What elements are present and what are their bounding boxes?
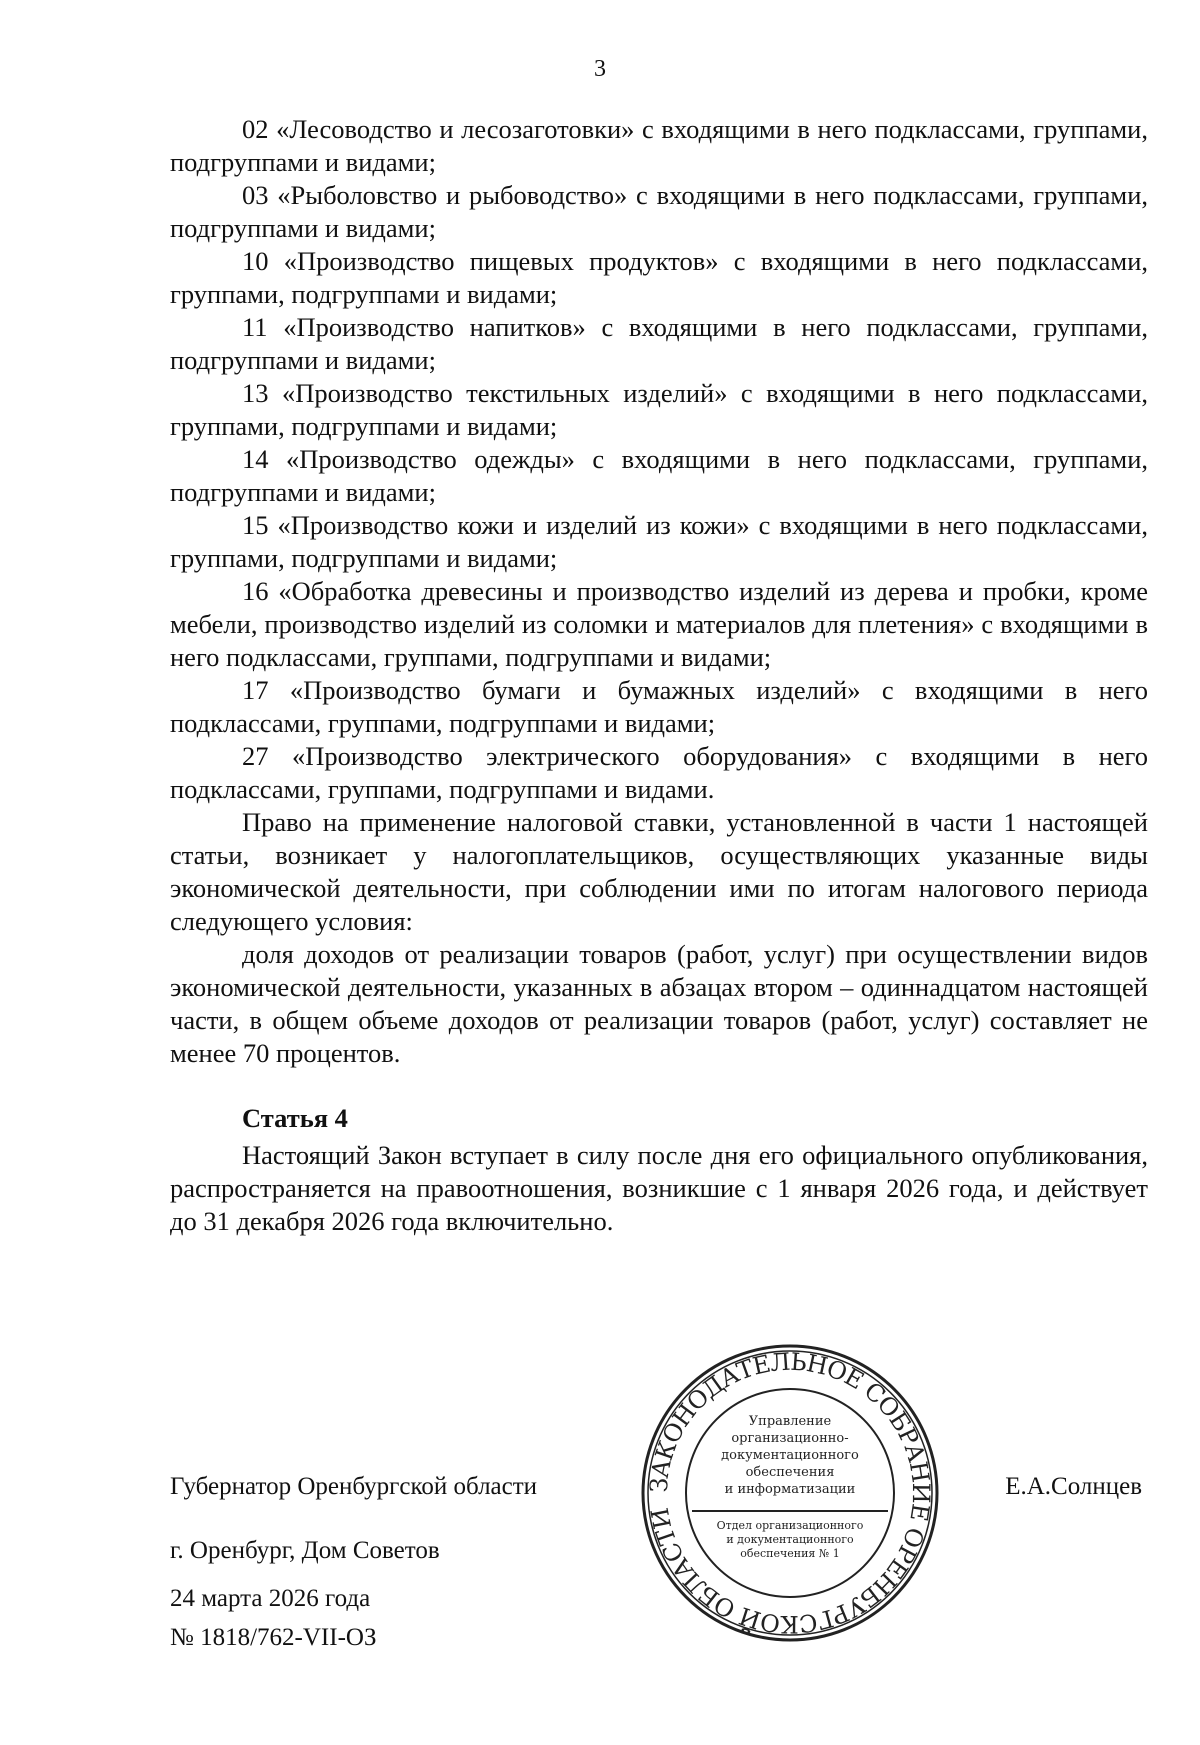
official-seal <box>640 1343 940 1643</box>
seal-text-line: документационного <box>721 1448 859 1463</box>
list-item: 27 «Производство электрического оборудования» с входящими в него подклассами, группами, подгруппами и видами. <box>170 741 1148 804</box>
list-item: 10 «Производство пищевых продуктов» с входящими в него подклассами, группами, подгруппами и видами; <box>170 246 1148 309</box>
paragraph: Право на применение налоговой ставки, установленной в части 1 настоящей статьи, возникает у налогоплательщиков, осуществляющих указанные виды экономической деятельности, при соблюдении ими по итогам налогового периода следующего условия: <box>170 807 1148 936</box>
seal-text-line: Отдел организационного <box>716 1519 864 1532</box>
seal-ring-text: ЗАКОНОДАТЕЛЬНОЕ СОБРАНИЕ ОРЕНБУРГСКОЙ ОБЛАСТИ <box>644 1347 936 1639</box>
signing-place: г. Оренбург, Дом Советов <box>170 1537 440 1564</box>
seal-text-line: и информатизации <box>724 1482 856 1497</box>
seal-text-line: обеспечения № 1 <box>740 1547 840 1560</box>
list-item: 17 «Производство бумаги и бумажных изделий» с входящими в него подклассами, группами, подгруппами и видами; <box>170 675 1148 738</box>
signatory-name: Е.А.Солнцев <box>1005 1473 1142 1500</box>
signing-date: 24 марта 2026 года <box>170 1585 371 1612</box>
list-item: 14 «Производство одежды» с входящими в него подклассами, группами, подгруппами и видами; <box>170 444 1148 507</box>
seal-text-line: организационно- <box>731 1431 849 1446</box>
seal-text-line: обеспечения <box>745 1465 835 1480</box>
list-item: 11 «Производство напитков» с входящими в него подклассами, группами, подгруппами и видами; <box>170 312 1148 375</box>
paragraph: доля доходов от реализации товаров (работ, услуг) при осуществлении видов экономической деятельности, указанных в абзацах втором – одиннадцатом настоящей части, в общем объеме доходов от реализации товаров (работ, услуг) составляет не менее 70 процентов. <box>170 939 1148 1068</box>
paragraph: Настоящий Закон вступает в силу после дня его официального опубликования, распространяется на правоотношения, возникшие с 1 января 2026 года, и действует до 31 декабря 2026 года включительно. <box>170 1140 1148 1236</box>
list-item: 02 «Лесоводство и лесозаготовки» с входящими в него подклассами, группами, подгруппами и видами; <box>170 114 1148 177</box>
article-heading: Статья 4 <box>242 1103 348 1133</box>
page-number: 3 <box>594 56 606 82</box>
list-item: 13 «Производство текстильных изделий» с входящими в него подклассами, группами, подгруппами и видами; <box>170 378 1148 441</box>
article-text <box>170 1139 1148 1238</box>
list-item: 03 «Рыболовство и рыбоводство» с входящими в него подклассами, группами, подгруппами и видами; <box>170 180 1148 243</box>
main-text <box>170 113 1148 1070</box>
seal-text-line: Управление <box>748 1414 832 1429</box>
list-item: 16 «Обработка древесины и производство изделий из дерева и пробки, кроме мебели, производство изделий из соломки и материалов для плетения» с входящими в него подклассами, группами, подгруппами и видами; <box>170 576 1148 672</box>
signatory-position: Губернатор Оренбургской области <box>170 1473 538 1500</box>
seal-text-line: и документационного <box>726 1533 854 1546</box>
law-number: № 1818/762-VII-ОЗ <box>170 1624 377 1651</box>
list-item: 15 «Производство кожи и изделий из кожи» с входящими в него подклассами, группами, подгруппами и видами; <box>170 510 1148 573</box>
